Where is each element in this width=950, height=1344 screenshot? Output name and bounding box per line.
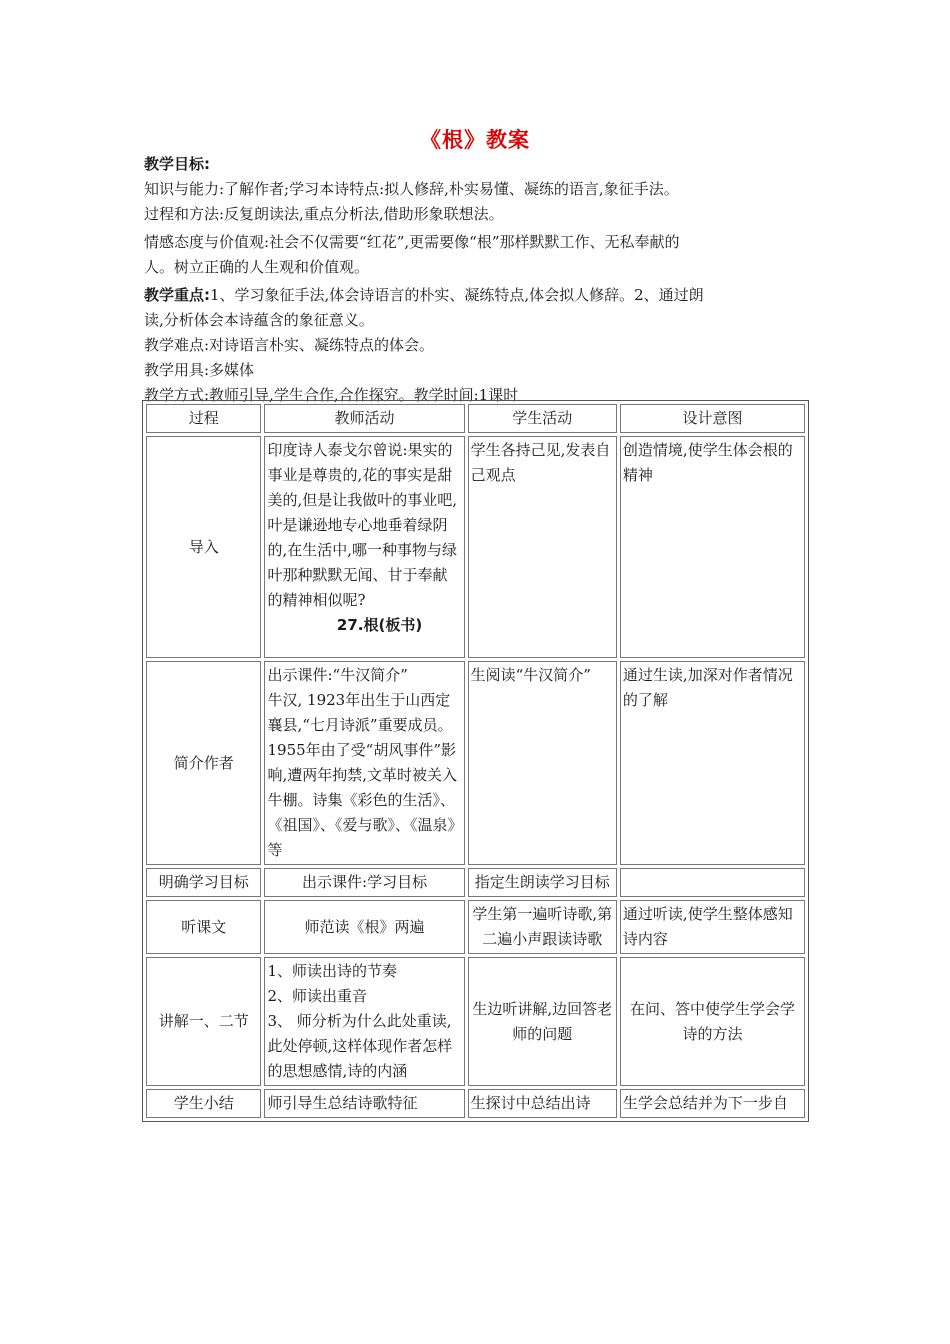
table-row (146, 957, 805, 1086)
student-cell: 生边听讲解,边回答老师的问题 (468, 957, 617, 1086)
key-points (144, 283, 816, 308)
stage-cell: 听课文 (146, 900, 261, 954)
teacher-line: 3、 师分析为什么此处重读,此处停顿,这样体现作者怎样的思想感情,诗的内涵 (267, 1012, 453, 1080)
stage-cell: 学生小结 (146, 1089, 261, 1118)
key-points-line-1: 1、学习象征手法,体会诗语言的朴实、凝练特点,体会拟人修辞。2、通过朗 (210, 286, 704, 304)
teacher-cell (264, 661, 464, 865)
teacher-cell: 师范读《根》两遍 (264, 900, 464, 954)
teaching-method: 教学方式:教师引导,学生合作,合作探究。教学时间:1课时 (144, 386, 519, 404)
header-intent: 设计意图 (620, 404, 805, 433)
intent-cell: 通过听读,使学生整体感知诗内容 (620, 900, 805, 954)
header-stage: 过程 (146, 404, 261, 433)
student-cell: 学生第一遍听诗歌,第二遍小声跟读诗歌 (468, 900, 617, 954)
header-student: 学生活动 (468, 404, 617, 433)
table-row (146, 900, 805, 954)
teacher-cell: 出示课件:学习目标 (264, 868, 464, 897)
student-cell: 生探讨中总结出诗 (468, 1089, 617, 1118)
teaching-tools: 教学用具:多媒体 (144, 361, 255, 379)
emotion-goal-line-2: 人。树立正确的人生观和价值观。 (144, 258, 370, 276)
header-teacher: 教师活动 (264, 404, 464, 433)
lesson-plan-table (142, 400, 809, 1122)
teacher-text: 印度诗人泰戈尔曾说:果实的事业是尊贵的,花的事实是甜美的,但是让我做叶的事业吧,叶是谦逊地专心地垂着绿阴的,在生活中,哪一种事物与绿叶那种默默无闻、甘于奉献的精神相似呢? (267, 441, 458, 609)
document-title: 《根》教案 (420, 127, 530, 152)
table-row (146, 1089, 805, 1118)
intent-cell (620, 868, 805, 897)
teacher-line: 1、师读出诗的节奏 (267, 962, 398, 980)
teacher-cell (264, 957, 464, 1086)
stage-cell: 明确学习目标 (146, 868, 261, 897)
stage-cell: 导入 (146, 436, 261, 658)
intent-cell: 在问、答中使学生学会学诗的方法 (620, 957, 805, 1086)
student-cell: 学生各持己见,发表自己观点 (468, 436, 617, 658)
knowledge-goal: 知识与能力:了解作者;学习本诗特点:拟人修辞,朴实易懂、凝练的语言,象征手法。 (144, 180, 679, 198)
board-note: 27.根(板书) (336, 616, 423, 634)
teacher-line: 出示课件:“牛汉简介” (267, 666, 408, 684)
student-cell: 生阅读“牛汉简介” (468, 661, 617, 865)
table-row (146, 436, 805, 658)
process-goal: 过程和方法:反复朗读法,重点分析法,借助形象联想法。 (144, 205, 504, 223)
table-row (146, 661, 805, 865)
table-header-row (146, 404, 805, 433)
intent-cell: 生学会总结并为下一步自 (620, 1089, 805, 1118)
table-row (146, 868, 805, 897)
lesson-intro (144, 152, 816, 408)
student-cell: 指定生朗读学习目标 (468, 868, 617, 897)
teacher-line: 2、师读出重音 (267, 987, 368, 1005)
intent-cell: 创造情境,使学生体会根的精神 (620, 436, 805, 658)
emotion-goal-line-1: 情感态度与价值观:社会不仅需要“红花”,更需要像“根”那样默默工作、无私奉献的 (144, 233, 680, 251)
teacher-cell (264, 436, 464, 658)
stage-cell: 简介作者 (146, 661, 261, 865)
stage-cell: 讲解一、二节 (146, 957, 261, 1086)
key-points-line-2: 读,分析体会本诗蕴含的象征意义。 (144, 311, 374, 329)
difficulty: 教学难点:对诗语言朴实、凝练特点的体会。 (144, 336, 435, 354)
goal-heading: 教学目标: (144, 155, 210, 173)
intent-cell: 通过生读,加深对作者情况的了解 (620, 661, 805, 865)
key-points-label: 教学重点: (144, 286, 210, 304)
teacher-cell: 师引导生总结诗歌特征 (264, 1089, 464, 1118)
teacher-line: 牛汉, 1923年出生于山西定襄县,“七月诗派”重要成员。1955年由了受“胡风事件”影响,遭两年拘禁,文革时被关入牛棚。诗集《彩色的生活》、《祖国》、《爱与歌》、《温泉》等 (267, 691, 458, 859)
